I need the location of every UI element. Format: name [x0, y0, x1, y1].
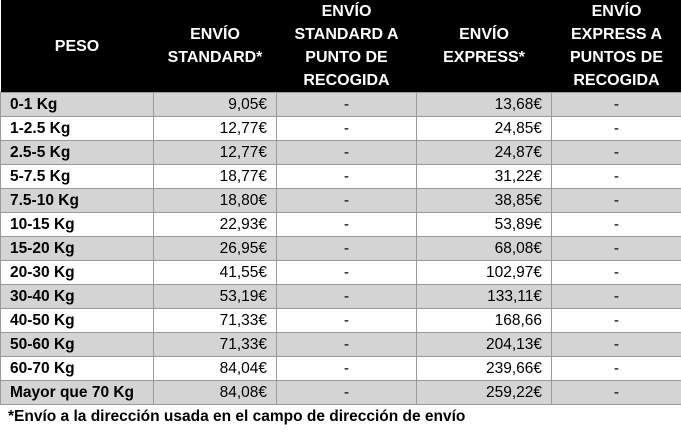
- header-line: RECOGIDA: [573, 72, 660, 89]
- table-row: [1, 333, 681, 357]
- table-row: [1, 261, 681, 285]
- standard-pickup-price-cell: -: [277, 285, 417, 309]
- standard-price-cell: 84,08€: [154, 381, 277, 405]
- weight-range-cell: 10-15 Kg: [1, 213, 154, 237]
- express-pickup-price-cell: -: [552, 165, 681, 189]
- standard-pickup-price-cell: -: [277, 309, 417, 333]
- standard-price-cell: 18,77€: [154, 165, 277, 189]
- header-envio-standard-punto-recogida: [277, 0, 417, 93]
- express-pickup-price-cell: -: [552, 357, 681, 381]
- express-price-cell: 53,89€: [417, 213, 552, 237]
- standard-pickup-price-cell: -: [277, 333, 417, 357]
- express-price-cell: 24,85€: [417, 117, 552, 141]
- weight-range-cell: 7.5-10 Kg: [1, 189, 154, 213]
- standard-pickup-price-cell: -: [277, 93, 417, 117]
- table-row: [1, 285, 681, 309]
- header-line: ENVÍO: [459, 26, 509, 43]
- table-row: [1, 117, 681, 141]
- table-body: [1, 93, 681, 405]
- weight-range-cell: 1-2.5 Kg: [1, 117, 154, 141]
- table-row: [1, 189, 681, 213]
- express-price-cell: 24,87€: [417, 141, 552, 165]
- express-price-cell: 13,68€: [417, 93, 552, 117]
- standard-price-cell: 9,05€: [154, 93, 277, 117]
- standard-price-cell: 84,04€: [154, 357, 277, 381]
- table-row: [1, 165, 681, 189]
- standard-pickup-price-cell: -: [277, 117, 417, 141]
- express-pickup-price-cell: -: [552, 333, 681, 357]
- standard-pickup-price-cell: -: [277, 213, 417, 237]
- weight-range-cell: 50-60 Kg: [1, 333, 154, 357]
- table-row: [1, 213, 681, 237]
- express-pickup-price-cell: -: [552, 381, 681, 405]
- table-row: [1, 141, 681, 165]
- express-pickup-price-cell: -: [552, 285, 681, 309]
- standard-price-cell: 41,55€: [154, 261, 277, 285]
- express-price-cell: 68,08€: [417, 237, 552, 261]
- express-pickup-price-cell: -: [552, 141, 681, 165]
- footnote: *Envío a la dirección usada en el campo de dirección de envío: [8, 408, 466, 425]
- weight-range-cell: 30-40 Kg: [1, 285, 154, 309]
- table-row: [1, 357, 681, 381]
- weight-range-cell: Mayor que 70 Kg: [1, 381, 154, 405]
- standard-price-cell: 12,77€: [154, 117, 277, 141]
- header-line: ENVÍO: [190, 26, 240, 43]
- express-pickup-price-cell: -: [552, 261, 681, 285]
- weight-range-cell: 60-70 Kg: [1, 357, 154, 381]
- header-envio-express-puntos-recogida: [552, 0, 681, 93]
- header-line: EXPRESS*: [443, 49, 525, 66]
- weight-range-cell: 5-7.5 Kg: [1, 165, 154, 189]
- table-row: [1, 93, 681, 117]
- header-line: STANDARD A: [294, 26, 399, 43]
- header-line: ENVÍO: [321, 3, 372, 20]
- header-line: PUNTO DE: [305, 49, 388, 66]
- standard-pickup-price-cell: -: [277, 189, 417, 213]
- standard-price-cell: 53,19€: [154, 285, 277, 309]
- express-price-cell: 204,13€: [417, 333, 552, 357]
- header-row: [1, 0, 681, 93]
- express-pickup-price-cell: -: [552, 189, 681, 213]
- header-line: STANDARD*: [167, 49, 263, 66]
- standard-pickup-price-cell: -: [277, 237, 417, 261]
- express-price-cell: 259,22€: [417, 381, 552, 405]
- express-price-cell: 168,66: [417, 309, 552, 333]
- express-price-cell: 31,22€: [417, 165, 552, 189]
- header-envio-standard: [154, 0, 277, 93]
- standard-pickup-price-cell: -: [277, 165, 417, 189]
- standard-price-cell: 26,95€: [154, 237, 277, 261]
- header-line: PESO: [54, 37, 100, 55]
- table-header: [1, 0, 681, 93]
- standard-pickup-price-cell: -: [277, 357, 417, 381]
- standard-pickup-price-cell: -: [277, 381, 417, 405]
- header-line: PUNTOS DE: [569, 49, 664, 66]
- express-pickup-price-cell: -: [552, 237, 681, 261]
- express-price-cell: 239,66€: [417, 357, 552, 381]
- standard-price-cell: 22,93€: [154, 213, 277, 237]
- table-row: [1, 237, 681, 261]
- header-peso: [1, 0, 154, 93]
- express-price-cell: 38,85€: [417, 189, 552, 213]
- standard-price-cell: 71,33€: [154, 309, 277, 333]
- table-row: [1, 381, 681, 405]
- header-line: ENVÍO: [591, 3, 642, 20]
- weight-range-cell: 15-20 Kg: [1, 237, 154, 261]
- header-line: EXPRESS A: [571, 26, 662, 43]
- weight-range-cell: 20-30 Kg: [1, 261, 154, 285]
- header-envio-express: [417, 0, 552, 93]
- standard-pickup-price-cell: -: [277, 141, 417, 165]
- standard-price-cell: 71,33€: [154, 333, 277, 357]
- standard-price-cell: 18,80€: [154, 189, 277, 213]
- weight-range-cell: 40-50 Kg: [1, 309, 154, 333]
- express-price-cell: 102,97€: [417, 261, 552, 285]
- standard-price-cell: 12,77€: [154, 141, 277, 165]
- standard-pickup-price-cell: -: [277, 261, 417, 285]
- weight-range-cell: 0-1 Kg: [1, 93, 154, 117]
- express-pickup-price-cell: -: [552, 117, 681, 141]
- header-line: RECOGIDA: [303, 72, 390, 89]
- table-row: [1, 309, 681, 333]
- express-price-cell: 133,11€: [417, 285, 552, 309]
- express-pickup-price-cell: -: [552, 93, 681, 117]
- express-pickup-price-cell: -: [552, 213, 681, 237]
- express-pickup-price-cell: -: [552, 309, 681, 333]
- weight-range-cell: 2.5-5 Kg: [1, 141, 154, 165]
